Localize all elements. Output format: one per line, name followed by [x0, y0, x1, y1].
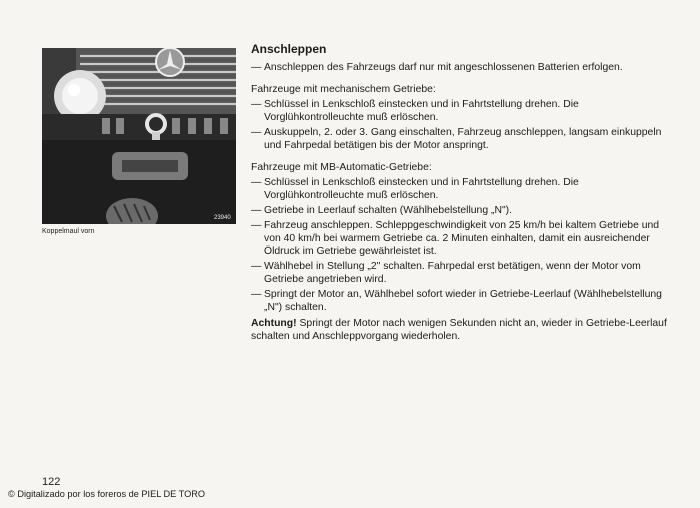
list-item	[251, 288, 671, 314]
intro-item	[251, 61, 671, 74]
list-item-text: Auskuppeln, 2. oder 3. Gang einschalten, Fahrzeug anschleppen, langsam einkuppeln und Fahrpedal betätigen bis der Motor anspringt.	[264, 127, 662, 151]
automatic-heading: Fahrzeuge mit MB-Automatic-Getriebe:	[251, 162, 432, 173]
warning-label: Achtung!	[251, 318, 297, 329]
dash-marker: —	[251, 177, 262, 188]
manual-heading: Fahrzeuge mit mechanischem Getriebe:	[251, 84, 436, 95]
intro-text: Anschleppen des Fahrzeugs darf nur mit angeschlossenen Batterien erfolgen.	[264, 62, 623, 73]
tow-hook-photo	[42, 48, 236, 224]
list-item-text: Getriebe in Leerlauf schalten (Wählhebelstellung „N").	[264, 205, 512, 216]
list-item-text: Schlüssel in Lenkschloß einstecken und in Fahrtstellung drehen. Die Vorglühkontrolleuchte muß erlöschen.	[264, 177, 579, 201]
warning-text: Springt der Motor nach wenigen Sekunden nicht an, wieder in Getriebe-Leerlauf schalten und Anschleppvorgang wiederholen.	[251, 318, 667, 342]
figure-code: 23940	[214, 215, 231, 221]
list-item	[251, 219, 671, 258]
dash-marker: —	[251, 127, 262, 138]
list-item	[251, 260, 671, 286]
list-item	[251, 204, 671, 217]
list-item-text: Fahrzeug anschleppen. Schleppgeschwindigkeit von 25 km/h bei kaltem Getriebe und von 40 km/h bei warmem Getriebe ca. 2 Minuten einhalten, damit ein ausreichender Öldruck im Getriebe gewährleistet ist.	[264, 220, 660, 257]
dash-marker: —	[251, 261, 262, 272]
list-item	[251, 98, 671, 124]
vehicle-front-illustration	[42, 48, 236, 224]
dash-marker: —	[251, 220, 262, 231]
credit-line: © Digitalizado por los foreros de PIEL DE TORO	[8, 489, 206, 499]
warning-note	[251, 317, 671, 343]
dash-marker: —	[251, 205, 262, 216]
page-number: 122	[42, 476, 61, 488]
list-item-text: Schlüssel in Lenkschloß einstecken und in Fahrtstellung drehen. Die Vorglühkontrolleuchte muß erlöschen.	[264, 99, 579, 123]
dash-marker: —	[251, 289, 262, 300]
list-item	[251, 126, 671, 152]
section-content	[251, 43, 671, 343]
list-item-text: Wählhebel in Stellung „2" schalten. Fahrpedal erst betätigen, wenn der Motor vom Getriebe angetrieben wird.	[264, 261, 641, 285]
figure-caption: Koppelmaul vorn	[42, 228, 95, 235]
list-item-text: Springt der Motor an, Wählhebel sofort wieder in Getriebe-Leerlauf (Wählhebelstellung „N") schalten.	[264, 289, 662, 313]
list-item	[251, 176, 671, 202]
dash-marker: —	[251, 99, 262, 110]
section-title: Anschleppen	[251, 42, 327, 56]
dash-marker: —	[251, 62, 262, 73]
